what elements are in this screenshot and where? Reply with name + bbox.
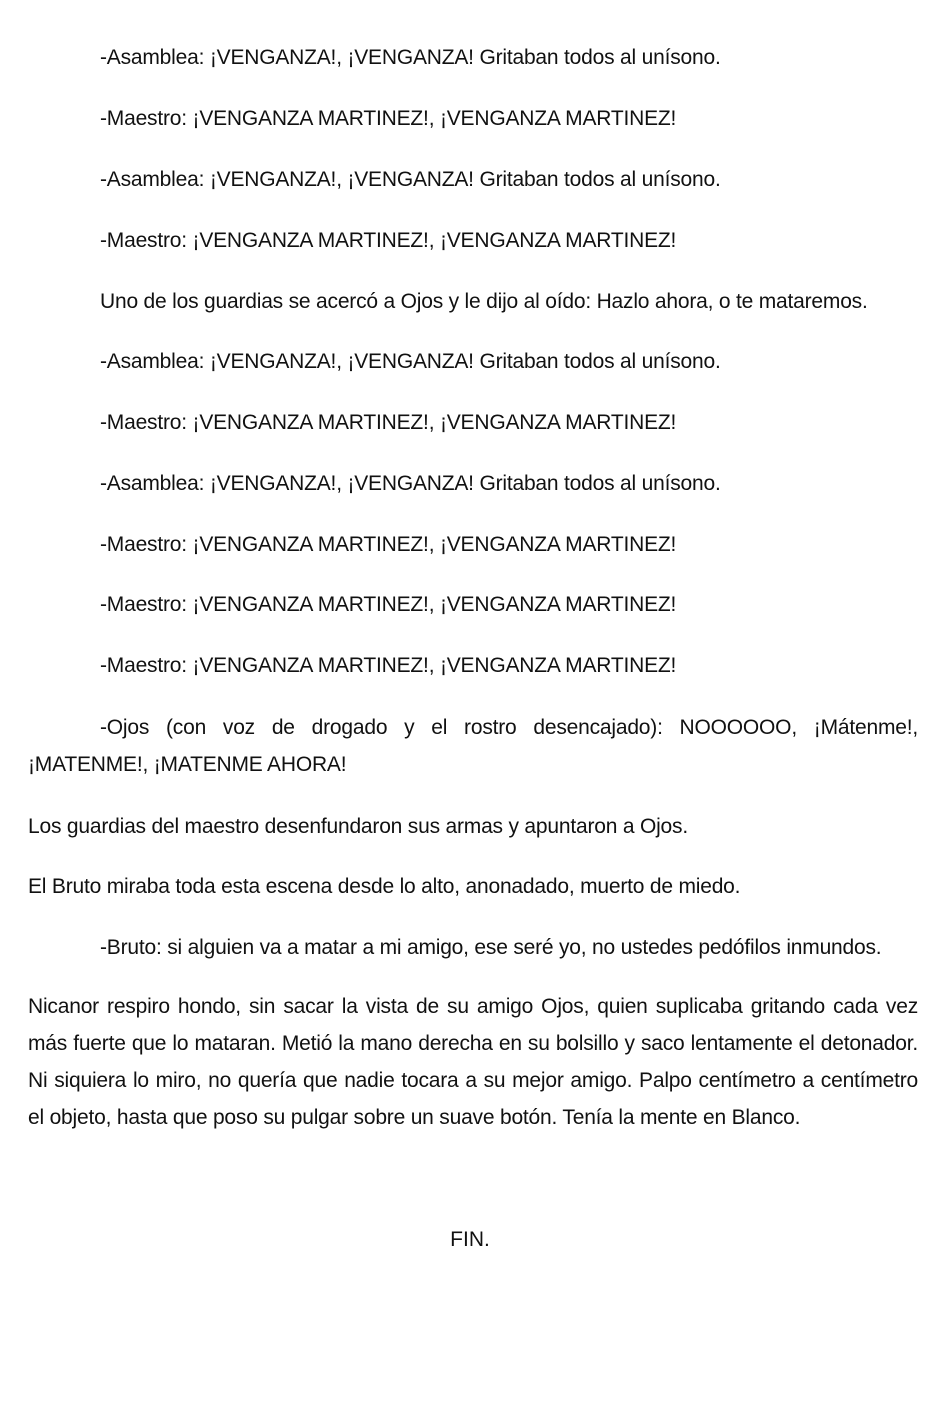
dialogue-line-asamblea: -Asamblea: ¡VENGANZA!, ¡VENGANZA! Gritaban todos al unísono. [100,350,721,373]
dialogue-line-maestro: -Maestro: ¡VENGANZA MARTINEZ!, ¡VENGANZA MARTINEZ! [100,411,677,434]
bruto-narration-paragraph: El Bruto miraba toda esta escena desde lo alto, anonadado, muerto de miedo. [28,875,741,898]
dialogue-line-maestro: -Maestro: ¡VENGANZA MARTINEZ!, ¡VENGANZA MARTINEZ! [100,533,677,556]
dialogue-line-asamblea: -Asamblea: ¡VENGANZA!, ¡VENGANZA! Gritaban todos al unísono. [100,472,721,495]
dialogue-line-asamblea: -Asamblea: ¡VENGANZA!, ¡VENGANZA! Gritaban todos al unísono. [100,168,721,191]
dialogue-line-asamblea: -Asamblea: ¡VENGANZA!, ¡VENGANZA! Gritaban todos al unísono. [100,46,721,69]
end-marker: FIN. [450,1228,490,1251]
dialogue-line-maestro: -Maestro: ¡VENGANZA MARTINEZ!, ¡VENGANZA MARTINEZ! [100,229,677,252]
nicanor-paragraph: Nicanor respiro hondo, sin sacar la vista de su amigo Ojos, quien suplicaba gritando cada vez más fuerte que lo mataran. Metió la mano derecha en su bolsillo y saco lentamente el detonador. Ni siquiera lo miro, no quería que nadie tocara a su mejor amigo. Palpo centímetro a centímetro el objeto, hasta que poso su pulgar sobre un suave botón. Tenía la mente en Blanco. [28,995,918,1129]
dialogue-line-maestro: -Maestro: ¡VENGANZA MARTINEZ!, ¡VENGANZA MARTINEZ! [100,107,677,130]
guardias-paragraph: Los guardias del maestro desenfundaron sus armas y apuntaron a Ojos. [28,815,688,838]
bruto-dialogue-line: -Bruto: si alguien va a matar a mi amigo, ese seré yo, no ustedes pedófilos inmundos. [100,936,882,959]
ojos-dialogue-paragraph: -Ojos (con voz de drogado y el rostro desencajado): NOOOOOO, ¡Mátenme!, ¡MATENME!, ¡MATENME AHORA! [28,716,918,776]
narration-line-guardia: Uno de los guardias se acercó a Ojos y le dijo al oído: Hazlo ahora, o te mataremos. [100,290,868,313]
dialogue-line-maestro: -Maestro: ¡VENGANZA MARTINEZ!, ¡VENGANZA MARTINEZ! [100,654,677,677]
dialogue-line-maestro: -Maestro: ¡VENGANZA MARTINEZ!, ¡VENGANZA MARTINEZ! [100,593,677,616]
